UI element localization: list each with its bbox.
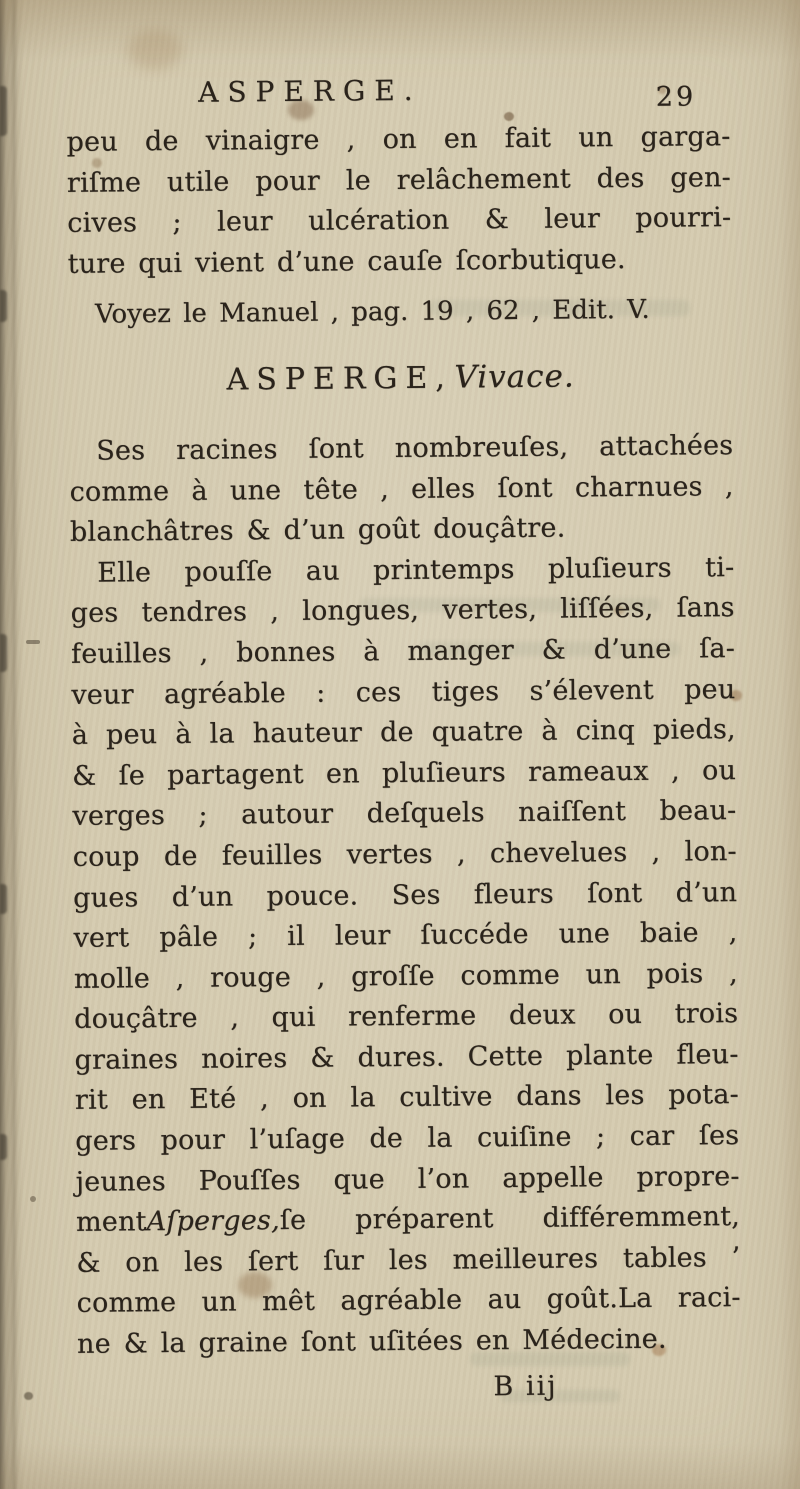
running-title: ASPERGE. bbox=[198, 73, 422, 109]
spine-edge-mark bbox=[0, 1134, 7, 1160]
description-paragraph bbox=[70, 548, 741, 1366]
text-line: gers pour l’uſage de la cuiſine ; car ſes bbox=[75, 1120, 740, 1157]
paper-stain bbox=[128, 30, 182, 70]
intro-paragraph bbox=[66, 117, 731, 285]
text-line: molle , rouge , groſſe comme un pois , bbox=[73, 957, 738, 995]
margin-dot-artifact bbox=[30, 1196, 36, 1202]
text-line: cives ; leur ulcération & leur pourri- bbox=[67, 202, 732, 240]
text-line: à peu à la hauteur de quatre à cinq pieds, bbox=[71, 714, 736, 751]
spine-edge-mark bbox=[0, 290, 7, 322]
roots-paragraph bbox=[69, 426, 734, 554]
text-line: douçâtre , qui renferme deux ou trois bbox=[74, 998, 739, 1036]
entry-heading-separator: , bbox=[435, 360, 455, 396]
text-run: ſe préparent différemment, bbox=[279, 1201, 741, 1237]
gathering-signature: B iij bbox=[493, 1370, 558, 1402]
text-line: ne & la graine ſont uſitées en Médecine. bbox=[76, 1323, 667, 1360]
text-line: blanchâtres & d’un goût douçâtre. bbox=[69, 512, 566, 549]
reference-line: Voyez le Manuel , pag. 19 , 62 , Edit. V. bbox=[94, 295, 650, 331]
text-line: & on les ſert ſur les meilleures tables ’ bbox=[76, 1241, 741, 1279]
text-line: riſme utile pour le relâchement des gen- bbox=[66, 161, 732, 199]
text-line: coup de feuilles vertes , chevelues , lon- bbox=[72, 835, 737, 873]
text-line: Elle pouſſe au printemps pluſieurs ti- bbox=[97, 551, 735, 589]
text-line-mixed-italic bbox=[76, 1197, 740, 1243]
margin-dash-artifact bbox=[26, 640, 40, 644]
page-content bbox=[66, 71, 742, 1411]
binding-crease bbox=[10, 0, 18, 1489]
page-number: 29 bbox=[655, 81, 697, 113]
entry-heading bbox=[68, 350, 732, 406]
text-line: Ses racines ſont nombreuſes, attachées bbox=[96, 430, 734, 467]
text-line: comme un mêt agréable au goût.La raci- bbox=[76, 1282, 741, 1320]
running-head bbox=[66, 71, 730, 123]
text-line: & ſe partagent en pluſieurs rameaux , ou bbox=[71, 754, 737, 792]
text-line: veur agréable : ces tiges s’élevent peu bbox=[71, 673, 736, 711]
entry-heading-name: ASPERGE bbox=[226, 360, 436, 398]
spine-edge-mark bbox=[0, 884, 7, 914]
text-line: ges tendres , longues, vertes, liſſées, ſans bbox=[70, 592, 735, 630]
asperges-italic-word: Aſperges, bbox=[146, 1205, 280, 1238]
text-line: feuilles , bonnes à manger & d’une ſa- bbox=[70, 633, 736, 670]
spine-edge-mark bbox=[0, 634, 7, 672]
text-line: graines noires & dures. Cette plante fleu- bbox=[74, 1038, 739, 1076]
text-line: ture qui vient d’une cauſe ſcorbutique. bbox=[67, 243, 626, 280]
text-line: gues d’un pouce. Ses fleurs ſont d’un bbox=[73, 876, 738, 914]
text-line: vert pâle ; il leur ſuccéde une baie , bbox=[73, 917, 738, 954]
text-run: ment bbox=[75, 1206, 147, 1239]
text-line: verges ; autour deſquels naiſſent beau- bbox=[72, 795, 737, 833]
text-line: rit en Eté , on la cultive dans les pota- bbox=[74, 1079, 740, 1117]
entry-heading-qualifier: Vivace. bbox=[454, 358, 575, 396]
text-line: peu de vinaigre , on en fait un garga- bbox=[66, 121, 731, 158]
text-line: jeunes Pouſſes que l’on appelle propre- bbox=[75, 1160, 740, 1198]
paper-stain bbox=[24, 1392, 33, 1400]
spine-edge-mark bbox=[0, 86, 7, 136]
text-line: comme à une tête , elles ſont charnues , bbox=[69, 470, 734, 508]
